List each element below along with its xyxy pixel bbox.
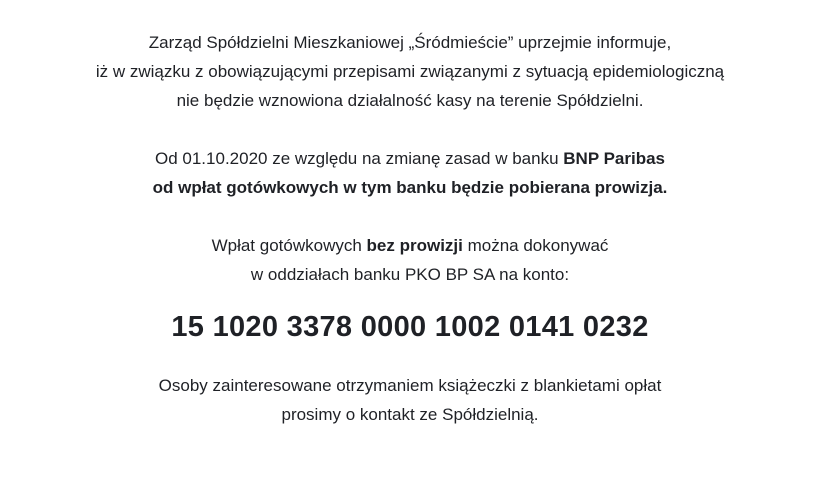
fee-paragraph — [0, 144, 820, 202]
free-payment-suffix: można dokonywać — [462, 236, 609, 255]
intro-line-3: nie będzie wznowiona działalność kasy na terenie Spółdzielni. — [176, 91, 644, 110]
bank-name: BNP Paribas — [563, 149, 665, 168]
contact-line-2: prosimy o kontakt ze Spółdzielnią. — [281, 405, 539, 424]
intro-line-2: iż w związku z obowiązującymi przepisami związanymi z sytuacją epidemiologiczną — [95, 62, 725, 81]
contact-line-1: Osoby zainteresowane otrzymaniem książeczki z blankietami opłat — [158, 376, 662, 395]
account-number: 15 1020 3378 0000 1002 0141 0232 — [171, 311, 649, 343]
fee-line-2: od wpłat gotówkowych w tym banku będzie pobierana prowizja. — [152, 178, 668, 197]
fee-line-1-text: Od 01.10.2020 ze względu na zmianę zasad w banku — [155, 149, 564, 168]
intro-line-1: Zarząd Spółdzielni Mieszkaniowej „Śródmieście” uprzejmie informuje, — [148, 33, 672, 52]
contact-paragraph — [0, 371, 820, 429]
free-payment-paragraph — [0, 231, 820, 289]
no-fee-emphasis: bez prowizji — [366, 236, 463, 255]
free-payment-line-1 — [0, 231, 820, 260]
fee-line-1 — [0, 144, 820, 173]
free-payment-prefix: Wpłat gotówkowych — [211, 236, 367, 255]
free-payment-line-2: w oddziałach banku PKO BP SA na konto: — [250, 265, 570, 284]
intro-paragraph — [0, 28, 820, 115]
